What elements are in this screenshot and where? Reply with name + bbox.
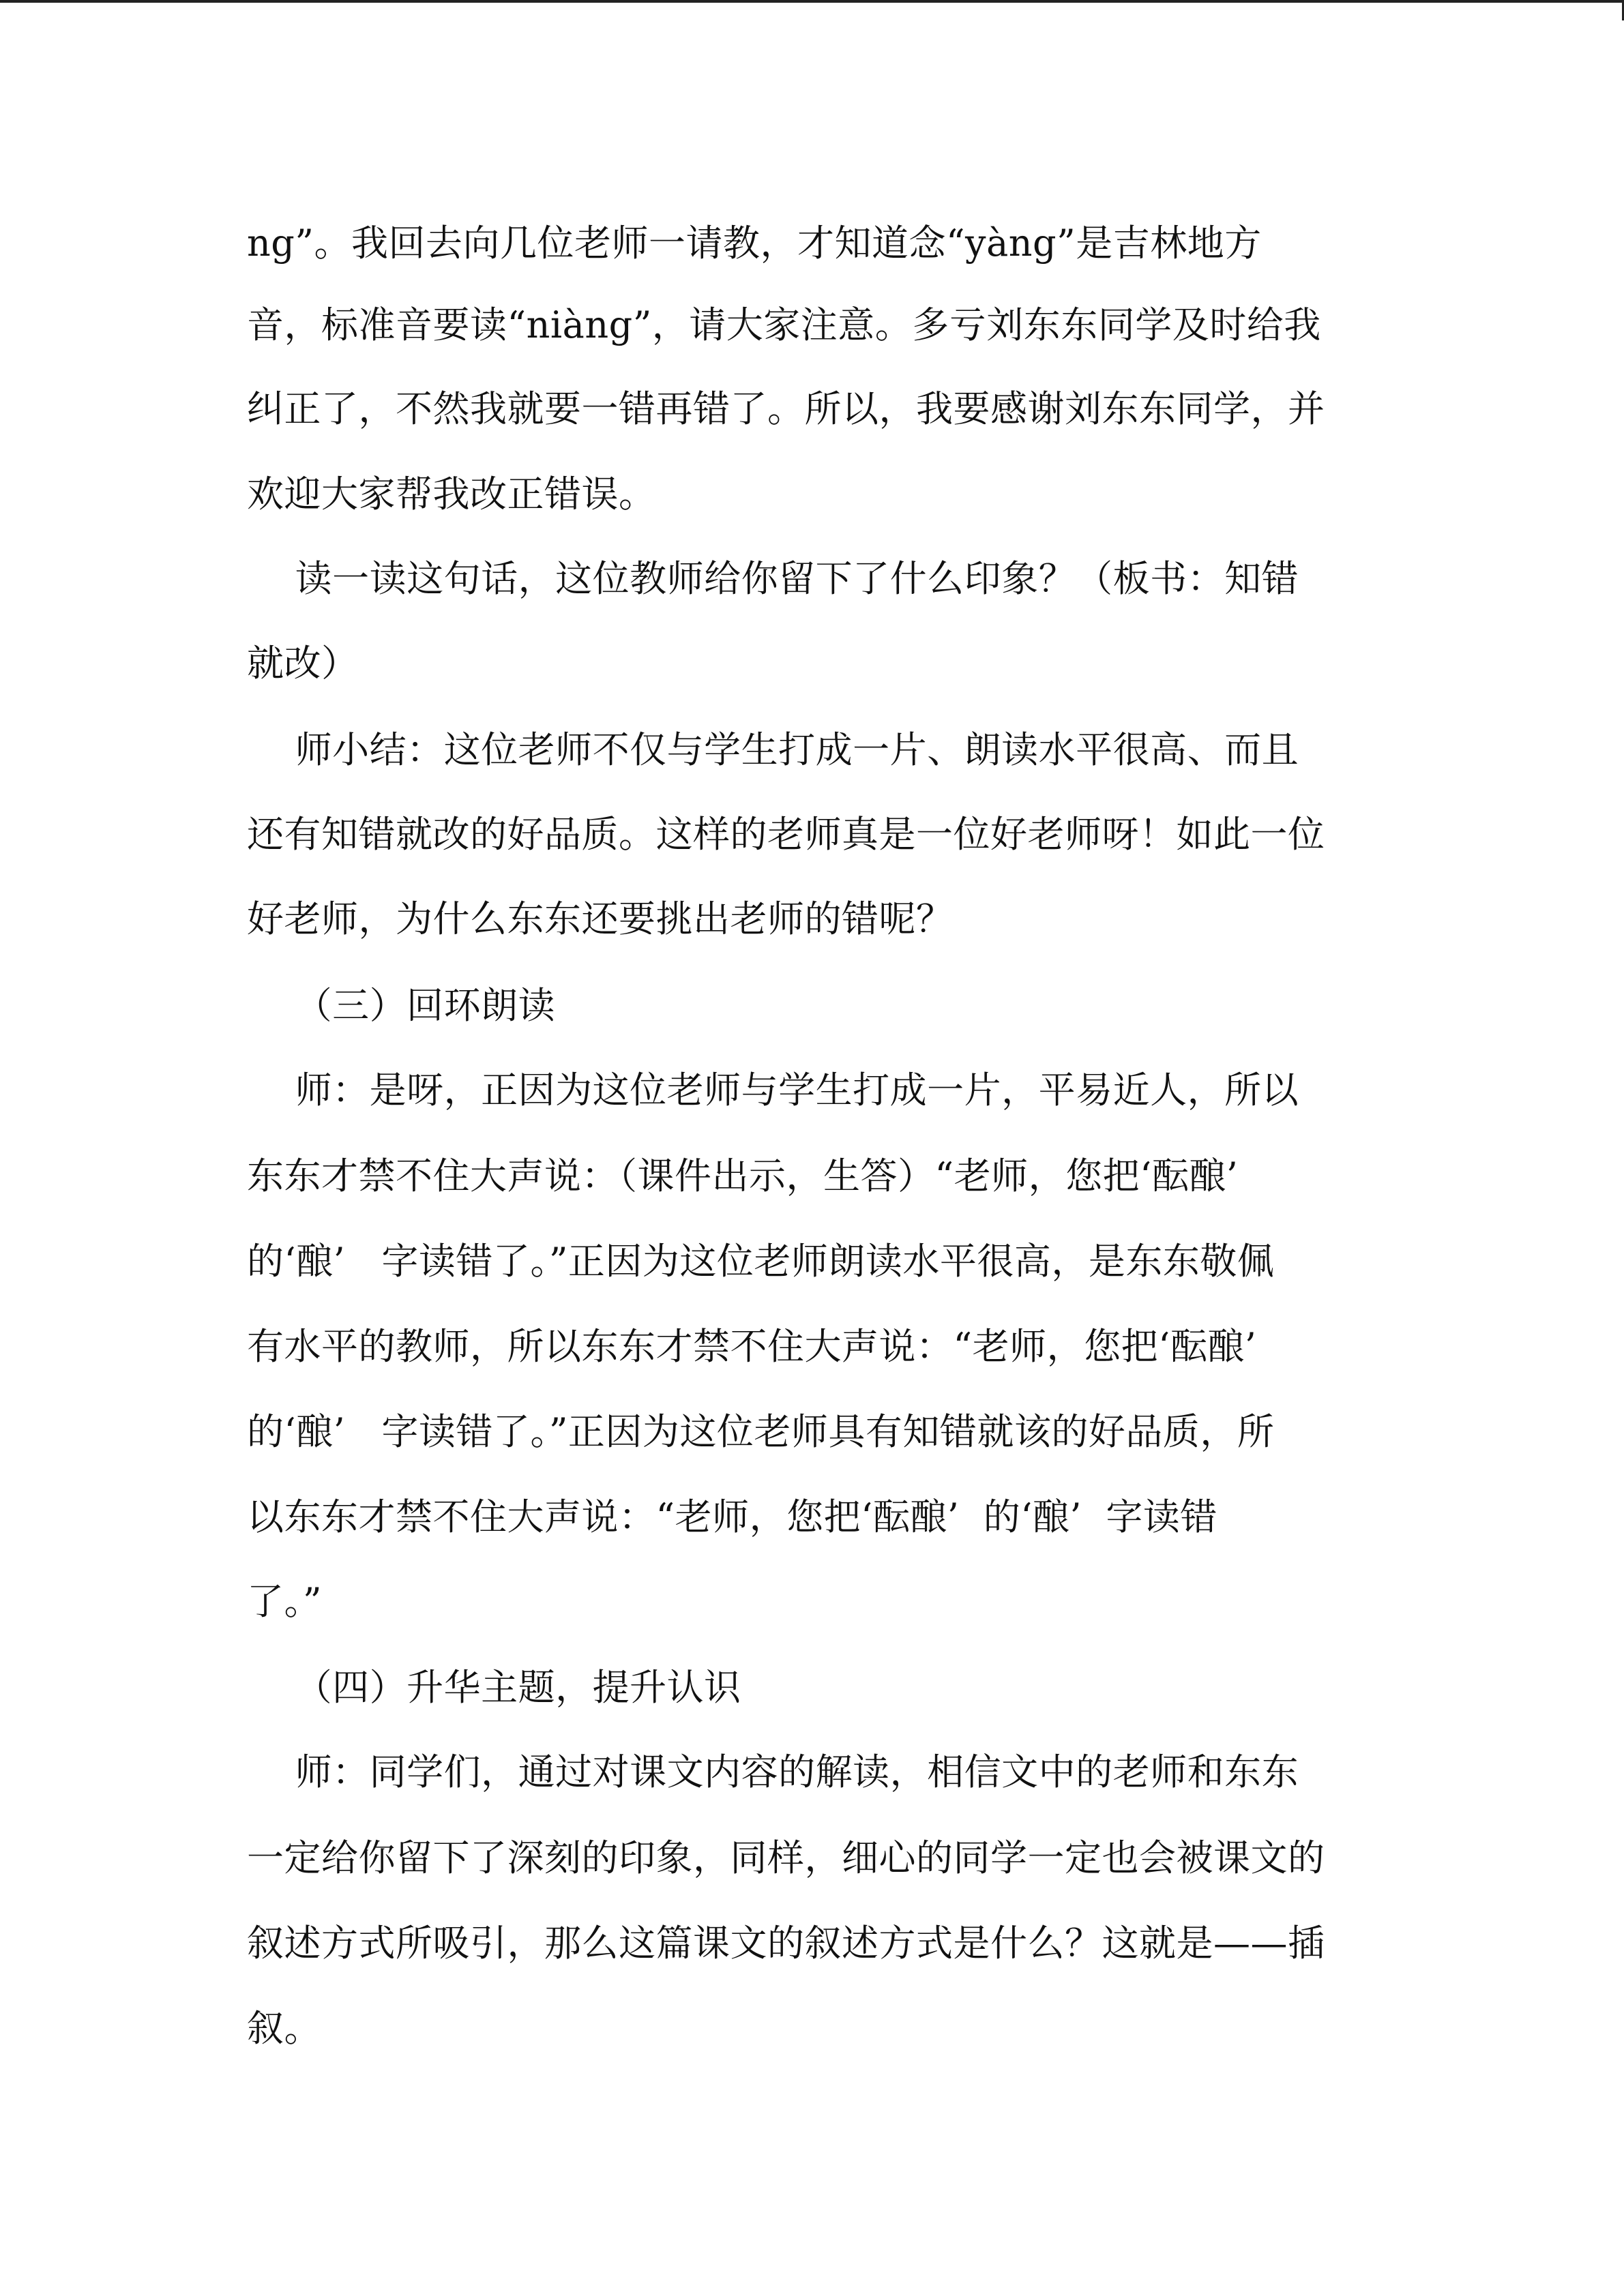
text-line-6: 就改） — [247, 642, 359, 685]
text-line-19: 师：同学们，通过对课文内容的解读，相信文中的老师和东东 — [247, 1750, 1299, 1793]
text-line-4: 欢迎大家帮我改正错误。 — [247, 473, 656, 516]
text-line-13: 的‘酿’ 字读错了。”正因为这位老师朗读水平很高，是东东敬佩 — [247, 1240, 1275, 1283]
section-heading-3: （三）回环朗读 — [247, 984, 556, 1027]
text-line-9: 好老师，为什么东东还要挑出老师的错呢？ — [247, 897, 954, 940]
text-line-3: 纠正了，不然我就要一错再错了。所以，我要感谢刘东东同学，并 — [247, 387, 1325, 430]
text-line-17: 了。” — [247, 1580, 323, 1623]
text-line-20: 一定给你留下了深刻的印象，同样，细心的同学一定也会被课文的 — [247, 1836, 1325, 1879]
text-line-2: 音，标准音要读“niàng”，请大家注意。多亏刘东东同学及时给我 — [247, 303, 1321, 346]
text-line-1: ng”。我回去向几位老师一请教，才知道念“yàng”是吉林地方 — [247, 222, 1262, 265]
section-heading-4: （四）升华主题，提升认识 — [247, 1666, 741, 1709]
text-line-16: 以东东才禁不住大声说：“老师，您把‘酝酿’ 的‘酿’ 字读错 — [247, 1495, 1217, 1538]
text-line-14: 有水平的教师，所以东东才禁不住大声说：“老师，您把‘酝酿’ — [247, 1325, 1257, 1368]
text-line-11: 师：是呀，正因为这位老师与学生打成一片，平易近人，所以 — [247, 1069, 1299, 1112]
text-line-7: 师小结：这位老师不仅与学生打成一片、朗读水平很高、而且 — [247, 728, 1299, 771]
text-line-15: 的‘酿’ 字读错了。”正因为这位老师具有知错就该的好品质，所 — [247, 1410, 1275, 1453]
text-line-22: 叙。 — [247, 2007, 321, 2050]
text-line-5: 读一读这句话，这位教师给你留下了什么印象？（板书：知错 — [247, 557, 1299, 600]
text-line-12: 东东才禁不住大声说：（课件出示，生答）“老师，您把‘酝酿’ — [247, 1154, 1239, 1197]
text-line-8: 还有知错就改的好品质。这样的老师真是一位好老师呀！如此一位 — [247, 813, 1325, 856]
text-line-21: 叙述方式所吸引，那么这篇课文的叙述方式是什么？这就是——插 — [247, 1922, 1325, 1965]
